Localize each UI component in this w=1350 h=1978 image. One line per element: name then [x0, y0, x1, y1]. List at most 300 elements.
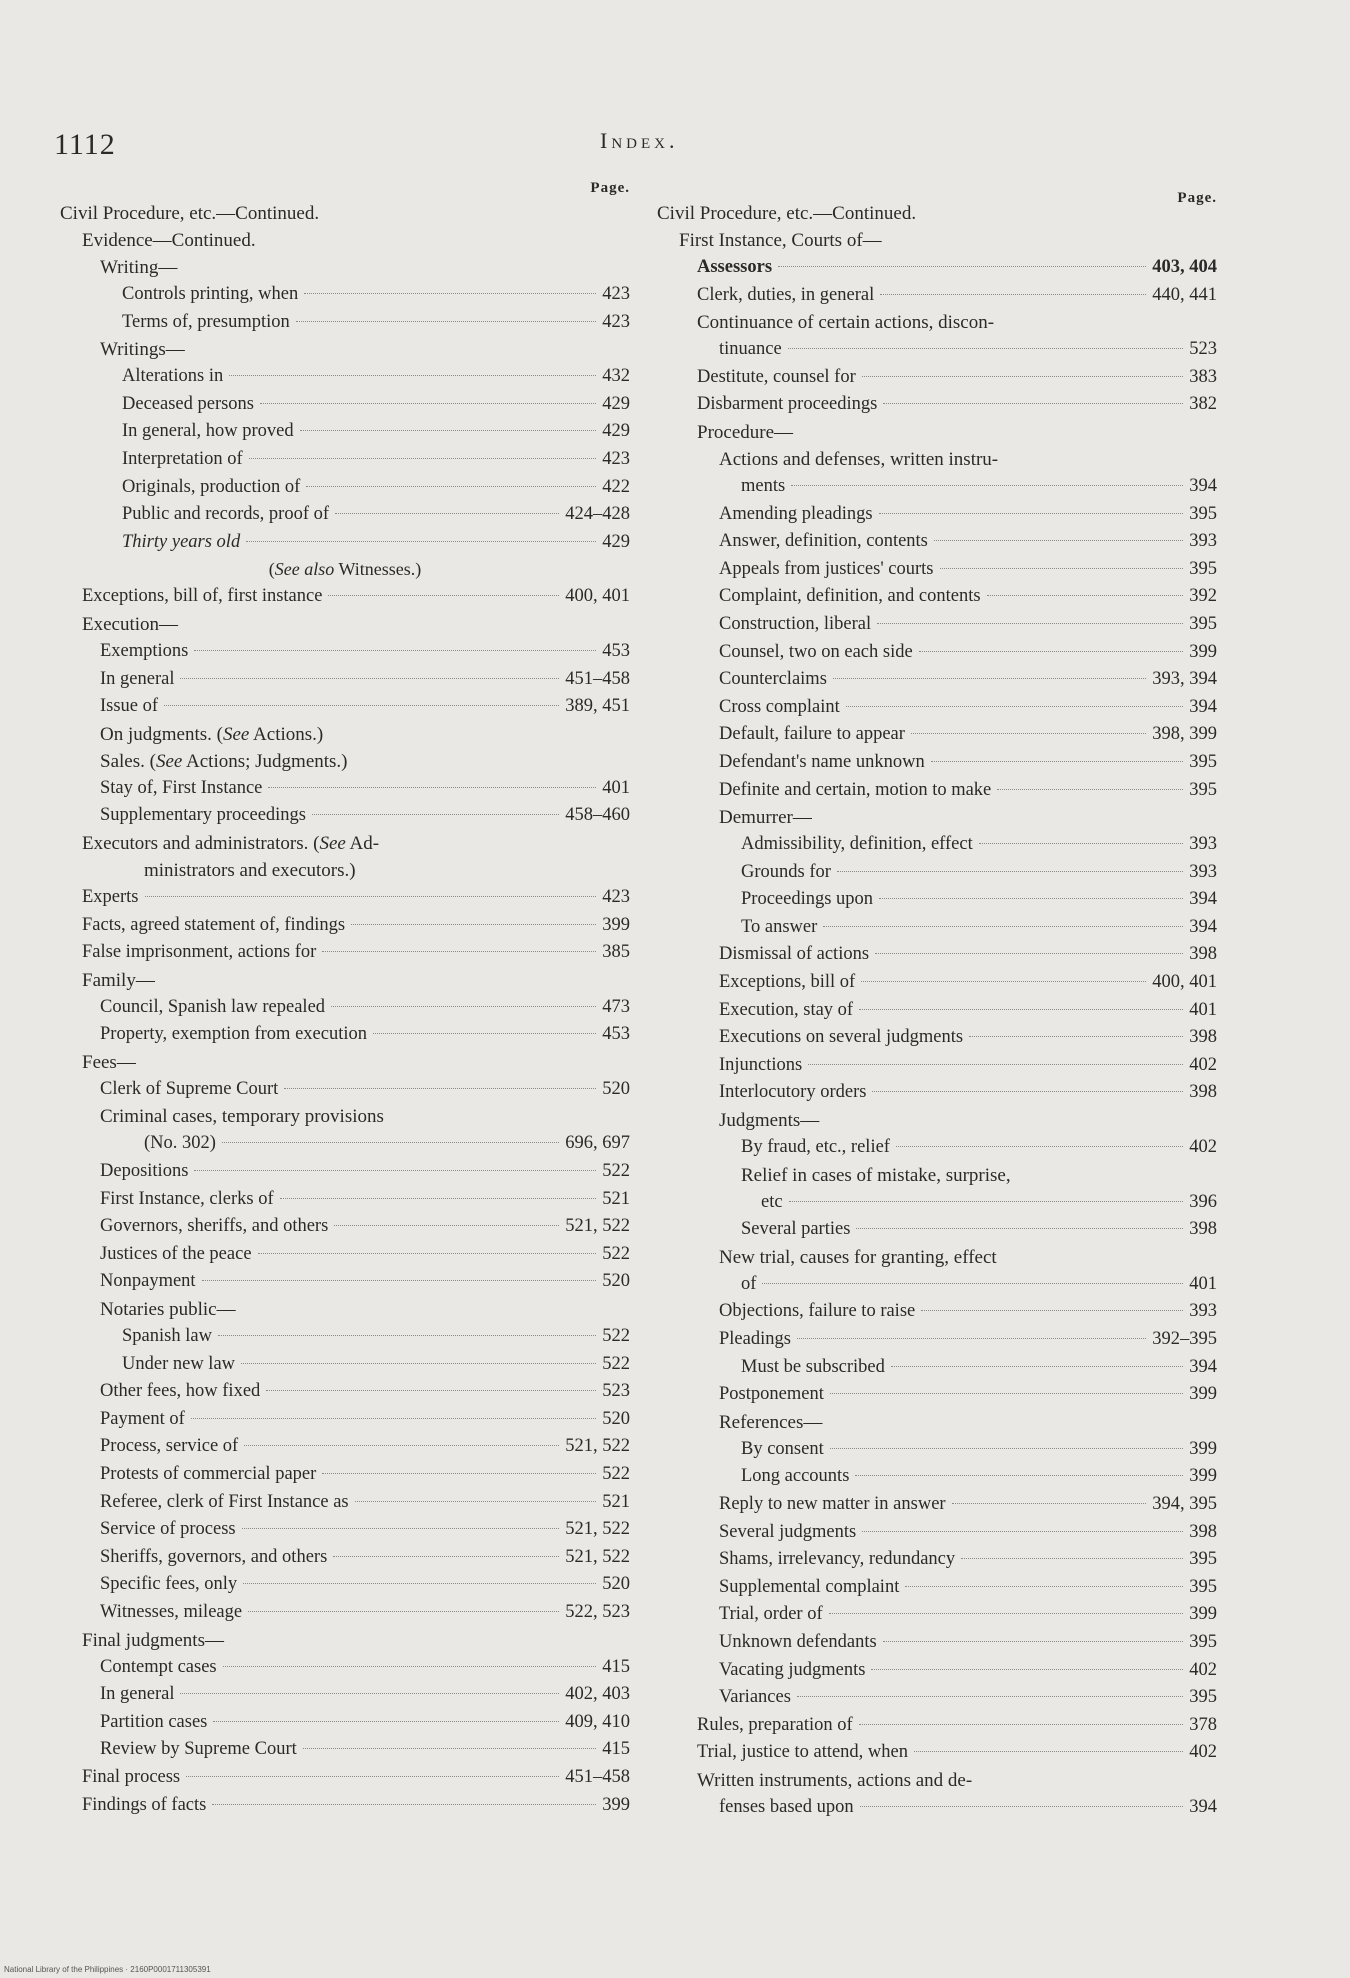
- index-heading: Fees—: [82, 1051, 136, 1073]
- page-reference: 393: [1189, 834, 1217, 855]
- entry-label: Appeals from justices' courts: [719, 558, 934, 579]
- dot-leader: [829, 1613, 1184, 1614]
- index-entry: [657, 914, 1217, 942]
- entry-label: Exemptions: [100, 640, 189, 661]
- index-entry: [60, 1571, 630, 1599]
- entry-label: Issue of: [100, 696, 159, 717]
- dot-leader: [788, 348, 1184, 349]
- cross-reference: [60, 721, 630, 748]
- entry-label: Service of process: [100, 1519, 236, 1540]
- see-marker: See: [319, 832, 346, 854]
- dot-leader: [979, 843, 1184, 844]
- page-reference: 451–458: [565, 1766, 630, 1787]
- dot-leader: [969, 1036, 1183, 1037]
- index-entry: [657, 1684, 1217, 1712]
- see-marker: See: [155, 750, 183, 772]
- entry-label: In general: [100, 1684, 175, 1705]
- page-reference: 401: [602, 777, 630, 798]
- index-entry: [657, 969, 1217, 997]
- page-reference: 458–460: [565, 805, 630, 826]
- entry-label: Trial, order of: [719, 1604, 823, 1625]
- column-page-header: [60, 180, 630, 200]
- index-entry: [60, 693, 630, 721]
- index-entry: [657, 1739, 1217, 1767]
- entry-label: Interlocutory orders: [719, 1082, 867, 1103]
- index-heading: Family—: [82, 969, 155, 991]
- dot-leader: [883, 403, 1183, 404]
- entry-label: Shams, irrelevancy, redundancy: [719, 1549, 956, 1570]
- index-entry: [60, 1076, 630, 1104]
- page-reference: 409, 410: [565, 1711, 630, 1732]
- page-reference: 521, 522: [565, 1519, 630, 1540]
- index-entry: [657, 1381, 1217, 1409]
- page-reference: 429: [602, 421, 630, 442]
- entry-label: By consent: [741, 1438, 824, 1459]
- entry-label: Proceedings upon: [741, 889, 874, 910]
- page-reference: 522: [602, 1243, 630, 1264]
- index-entry: [60, 1736, 630, 1764]
- entry-label: Dismissal of actions: [719, 944, 870, 965]
- dot-leader: [218, 1335, 596, 1336]
- index-entry: [60, 1021, 630, 1049]
- page-reference: 398: [1189, 1219, 1217, 1240]
- dot-leader: [322, 1473, 596, 1474]
- entry-label: Payment of: [100, 1408, 185, 1429]
- dot-leader: [934, 540, 1183, 541]
- dot-leader: [778, 266, 1146, 267]
- index-entry: [60, 1433, 630, 1461]
- page-reference: 396: [1189, 1191, 1217, 1212]
- page-reference: 423: [602, 284, 630, 304]
- dot-leader: [246, 541, 596, 542]
- entry-label: Depositions: [100, 1161, 189, 1182]
- page-reference: 395: [1189, 503, 1217, 524]
- index-entry: [60, 1351, 630, 1379]
- page-reference: 402: [1189, 1054, 1217, 1075]
- entry-label: Trial, justice to attend, when: [697, 1742, 909, 1763]
- entry-label: Objections, failure to raise: [719, 1301, 916, 1322]
- index-heading: Judgments—: [719, 1110, 820, 1132]
- index-entry: [60, 1489, 630, 1517]
- index-entry: [60, 1764, 630, 1792]
- index-heading: Notaries public—: [100, 1299, 236, 1321]
- index-entry: [657, 749, 1217, 777]
- entry-label: Several parties: [741, 1219, 851, 1240]
- page-reference: 394: [1189, 475, 1217, 496]
- page-reference: 400, 401: [565, 586, 630, 607]
- index-entry: [657, 583, 1217, 611]
- entry-label: In general, how proved: [122, 421, 294, 442]
- page-reference: 415: [602, 1739, 630, 1760]
- page-reference: 522: [602, 1326, 630, 1347]
- index-heading: First Instance, Courts of—: [679, 230, 882, 251]
- index-entry: [657, 694, 1217, 722]
- entry-label: Cross complaint: [719, 696, 840, 717]
- page-reference: 402, 403: [565, 1684, 630, 1705]
- index-entry: [657, 777, 1217, 805]
- dot-leader: [164, 705, 559, 706]
- entry-label: Exceptions, bill of: [719, 972, 856, 993]
- dot-leader: [872, 1091, 1183, 1092]
- entry-label: Disbarment proceedings: [697, 394, 878, 415]
- dot-leader: [789, 1201, 1184, 1202]
- index-entry: [60, 583, 630, 611]
- dot-leader: [242, 1528, 560, 1529]
- index-entry: [657, 886, 1217, 914]
- entry-label: Spanish law: [122, 1326, 212, 1347]
- see-also-note: [60, 556, 630, 583]
- dot-leader: [921, 1310, 1183, 1311]
- entry-label: Counterclaims: [719, 669, 827, 690]
- page-reference: 399: [1189, 1466, 1217, 1487]
- entry-label: Stay of, First Instance: [100, 777, 263, 798]
- entry-label: Answer, definition, contents: [719, 531, 928, 552]
- dot-leader: [145, 896, 597, 897]
- index-entry: [60, 1516, 630, 1544]
- index-entry: [60, 281, 630, 309]
- dot-leader: [997, 789, 1183, 790]
- index-entry: [657, 941, 1217, 969]
- index-entry: [657, 1601, 1217, 1629]
- page-reference: 522, 523: [565, 1601, 630, 1622]
- entry-label: Definite and certain, motion to make: [719, 779, 992, 800]
- index-entry: [60, 1186, 630, 1214]
- entry-label: of: [741, 1273, 757, 1294]
- entry-label: Nonpayment: [100, 1271, 196, 1292]
- page-reference: 399: [1189, 1384, 1217, 1405]
- dot-leader: [266, 1390, 596, 1391]
- entry-label: Thirty years old: [122, 531, 241, 552]
- index-heading: Final judgments—: [82, 1629, 224, 1651]
- page-reference: 522: [602, 1161, 630, 1182]
- page-reference: 521, 522: [565, 1546, 630, 1567]
- ref-prefix: On judgments. (: [100, 723, 223, 745]
- dot-leader: [855, 1475, 1183, 1476]
- index-entry: [60, 1241, 630, 1269]
- page-reference: 394: [1189, 916, 1217, 937]
- index-entry: [60, 309, 630, 337]
- dot-leader: [280, 1198, 597, 1199]
- page-reference: 382: [1189, 394, 1217, 415]
- index-entry: [657, 1794, 1217, 1822]
- ref-prefix: Sales. (: [100, 750, 156, 772]
- dot-leader: [331, 1006, 596, 1007]
- entry-label: Public and records, proof of: [122, 504, 330, 525]
- dot-leader: [351, 924, 596, 925]
- entry-label: Findings of facts: [82, 1794, 207, 1815]
- entry-label: By fraud, etc., relief: [741, 1137, 890, 1158]
- index-heading: Execution—: [82, 613, 179, 635]
- index-entry: [657, 282, 1217, 310]
- ref-target: Actions; Judgments.): [182, 750, 348, 772]
- page-reference: 521, 522: [565, 1216, 630, 1237]
- index-entry: [60, 1654, 630, 1682]
- entry-label: Assessors: [697, 257, 773, 277]
- ref-target: Actions.): [249, 723, 324, 745]
- page-reference: 395: [1189, 1631, 1217, 1652]
- index-entry: [60, 1461, 630, 1489]
- entry-label: Complaint, definition, and contents: [719, 586, 981, 607]
- dot-leader: [258, 1253, 597, 1254]
- page-reference: 398: [1189, 1082, 1217, 1103]
- index-entry: [60, 1792, 630, 1820]
- ref-prefix: Executors and administrators. (: [82, 832, 320, 854]
- entry-label: Process, service of: [100, 1436, 239, 1457]
- index-entry: [60, 1323, 630, 1351]
- dot-leader: [260, 403, 596, 404]
- index-entry: [657, 501, 1217, 529]
- entry-label: Originals, production of: [122, 476, 301, 497]
- index-entry: [657, 1519, 1217, 1547]
- index-entry: [60, 884, 630, 912]
- dot-leader: [243, 1583, 596, 1584]
- dot-leader: [333, 1556, 559, 1557]
- page-reference: 395: [1189, 1687, 1217, 1708]
- entry-label: Contempt cases: [100, 1656, 217, 1677]
- dot-leader: [186, 1776, 559, 1777]
- dot-leader: [191, 1418, 596, 1419]
- page-reference: 520: [602, 1078, 630, 1099]
- index-heading: References—: [719, 1411, 823, 1433]
- dot-leader: [987, 595, 1184, 596]
- column-page-header: [657, 180, 1217, 206]
- index-entry: [60, 501, 630, 529]
- page-reference: 395: [1189, 751, 1217, 772]
- entry-label: tinuance: [719, 339, 782, 360]
- page-reference: 395: [1189, 613, 1217, 634]
- index-entry: [657, 1629, 1217, 1657]
- dot-leader: [244, 1445, 559, 1446]
- entry-label: Injunctions: [719, 1054, 803, 1075]
- dot-leader: [961, 1558, 1183, 1559]
- page-reference: 399: [1189, 1604, 1217, 1625]
- index-entry: [657, 364, 1217, 392]
- entry-label: Deceased persons: [122, 393, 255, 414]
- index-entry: [657, 254, 1217, 282]
- dot-leader: [914, 1751, 1183, 1752]
- dot-leader: [249, 458, 597, 459]
- index-entry: [60, 391, 630, 419]
- entry-label: Justices of the peace: [100, 1243, 252, 1264]
- dot-leader: [335, 513, 559, 514]
- page-reference: 398, 399: [1152, 724, 1217, 745]
- page-reference: 394: [1189, 1356, 1217, 1377]
- dot-leader: [248, 1611, 559, 1612]
- entry-label: fenses based upon: [719, 1796, 854, 1817]
- dot-leader: [891, 1366, 1183, 1367]
- dot-leader: [212, 1804, 596, 1805]
- dot-leader: [931, 761, 1184, 762]
- index-entry: [60, 529, 630, 557]
- entry-label: Council, Spanish law repealed: [100, 996, 326, 1017]
- page-reference: 403, 404: [1152, 257, 1217, 277]
- page-reference: 394, 395: [1152, 1493, 1217, 1514]
- ref-target: Witnesses.): [334, 559, 422, 580]
- page-reference: 429: [602, 531, 630, 552]
- page-reference: 399: [602, 914, 630, 935]
- index-heading: Relief in cases of mistake, surprise,: [741, 1164, 1011, 1186]
- page-reference: 440, 441: [1152, 284, 1217, 305]
- entry-label: ments: [741, 475, 786, 496]
- index-entry: [657, 1134, 1217, 1162]
- dot-leader: [296, 321, 597, 322]
- dot-leader: [830, 1393, 1183, 1394]
- dot-leader: [194, 1170, 596, 1171]
- page-reference: 395: [1189, 779, 1217, 800]
- entry-label: Supplemental complaint: [719, 1576, 900, 1597]
- page-reference: 432: [602, 366, 630, 387]
- index-entry: [657, 1463, 1217, 1491]
- index-entry: [657, 1657, 1217, 1685]
- entry-label: Experts: [82, 886, 139, 907]
- index-column-left: [60, 180, 630, 1819]
- index-entry: [657, 1354, 1217, 1382]
- see-marker: See: [222, 723, 250, 745]
- dot-leader: [213, 1721, 559, 1722]
- index-entry: [60, 802, 630, 830]
- footer-credit: National Library of the Philippines · 2160P0001711305391: [4, 1965, 211, 1974]
- index-entry: [657, 1052, 1217, 1080]
- page-reference: 429: [602, 393, 630, 414]
- page-reference: 401: [1189, 1273, 1217, 1294]
- index-entry: [657, 391, 1217, 419]
- dot-leader: [304, 293, 596, 294]
- dot-leader: [940, 568, 1184, 569]
- page-reference: 394: [1189, 696, 1217, 717]
- page-reference: 400, 401: [1152, 972, 1217, 993]
- index-entry: [657, 639, 1217, 667]
- dot-leader: [303, 1748, 596, 1749]
- dot-leader: [859, 1009, 1183, 1010]
- index-heading: Writings—: [100, 339, 185, 361]
- dot-leader: [859, 1724, 1184, 1725]
- entry-label: Execution, stay of: [719, 999, 854, 1020]
- dot-leader: [952, 1503, 1147, 1504]
- ref-target: Ad-: [345, 832, 380, 854]
- entry-label: Default, failure to appear: [719, 724, 905, 745]
- index-entries: [60, 200, 630, 1819]
- dot-leader: [860, 1806, 1184, 1807]
- index-entry: [657, 721, 1217, 749]
- page-reference: 402: [1189, 1659, 1217, 1680]
- page-reference: 521: [602, 1491, 630, 1512]
- entry-label: Terms of, presumption: [122, 311, 290, 332]
- index-entry: [60, 775, 630, 803]
- page-reference: 393: [1189, 531, 1217, 552]
- dot-leader: [905, 1586, 1183, 1587]
- entry-label: etc: [761, 1191, 783, 1212]
- dot-leader: [862, 1531, 1183, 1532]
- page-reference: 523: [602, 1381, 630, 1402]
- entry-label: First Instance, clerks of: [100, 1188, 274, 1209]
- page-reference: 402: [1189, 1137, 1217, 1158]
- page-reference: 399: [602, 1794, 630, 1815]
- index-entry: [60, 638, 630, 666]
- page-reference: 423: [602, 886, 630, 907]
- page-reference: 401: [1189, 999, 1217, 1020]
- dot-leader: [911, 733, 1146, 734]
- entry-label: Clerk of Supreme Court: [100, 1078, 279, 1099]
- page-reference: 520: [602, 1271, 630, 1292]
- page-reference: 521, 522: [565, 1436, 630, 1457]
- dot-leader: [861, 981, 1146, 982]
- entry-label: Vacating judgments: [719, 1659, 866, 1680]
- page-reference: 415: [602, 1656, 630, 1677]
- index-entry: [657, 556, 1217, 584]
- index-entry: [60, 363, 630, 391]
- page-reference: 522: [602, 1353, 630, 1374]
- entry-label: Counsel, two on each side: [719, 641, 913, 662]
- dot-leader: [875, 953, 1183, 954]
- index-entry: [60, 666, 630, 694]
- dot-leader: [223, 1666, 597, 1667]
- page-reference: 696, 697: [565, 1133, 630, 1154]
- index-entry: [60, 474, 630, 502]
- index-entry: [657, 1491, 1217, 1519]
- page-reference: 399: [1189, 641, 1217, 662]
- dot-leader: [222, 1142, 559, 1143]
- page-reference: 393: [1189, 1301, 1217, 1322]
- index-entry: [657, 1546, 1217, 1574]
- page-reference: 522: [602, 1464, 630, 1484]
- dot-leader: [268, 787, 596, 788]
- dot-leader: [833, 678, 1146, 679]
- entry-label: Sheriffs, governors, and others: [100, 1546, 328, 1567]
- index-entry: [60, 1544, 630, 1572]
- page-reference: 394: [1189, 889, 1217, 910]
- index-entry: [657, 1326, 1217, 1354]
- entry-label: Exceptions, bill of, first instance: [82, 586, 323, 607]
- dot-leader: [879, 513, 1184, 514]
- page-reference: 393, 394: [1152, 669, 1217, 690]
- page-reference: 453: [602, 1024, 630, 1045]
- dot-leader: [334, 1225, 559, 1226]
- entry-label: Long accounts: [741, 1466, 850, 1487]
- index-entry: [60, 1130, 630, 1158]
- page-reference: 398: [1189, 944, 1217, 965]
- page-reference: 523: [1189, 339, 1217, 360]
- dot-leader: [300, 430, 597, 431]
- index-entry: [657, 473, 1217, 501]
- dot-leader: [877, 623, 1183, 624]
- page-header-label: Page.: [1177, 190, 1217, 206]
- page-reference: 394: [1189, 1796, 1217, 1817]
- page-reference: 385: [602, 942, 630, 963]
- running-head: Index.: [600, 128, 679, 153]
- entry-label: To answer: [741, 916, 818, 937]
- entry-label: Executions on several judgments: [719, 1027, 964, 1048]
- index-column-right: [657, 180, 1217, 1822]
- see-marker: See also: [274, 559, 335, 580]
- index-entry: [657, 528, 1217, 556]
- page-reference: 521: [602, 1188, 630, 1209]
- index-entry: [657, 1298, 1217, 1326]
- dot-leader: [919, 651, 1184, 652]
- entry-label: In general: [100, 668, 175, 689]
- page-reference: 398: [1189, 1521, 1217, 1542]
- dot-leader: [837, 871, 1183, 872]
- index-entry: [60, 1406, 630, 1434]
- index-entry: [60, 446, 630, 474]
- dot-leader: [862, 376, 1184, 377]
- dot-leader: [896, 1146, 1183, 1147]
- page-reference: 422: [602, 476, 630, 497]
- index-entry: [657, 831, 1217, 859]
- index-heading: Procedure—: [697, 421, 794, 443]
- index-entry: [657, 666, 1217, 694]
- index-heading: Civil Procedure, etc.—Continued.: [60, 203, 320, 224]
- entry-label: Grounds for: [741, 861, 831, 882]
